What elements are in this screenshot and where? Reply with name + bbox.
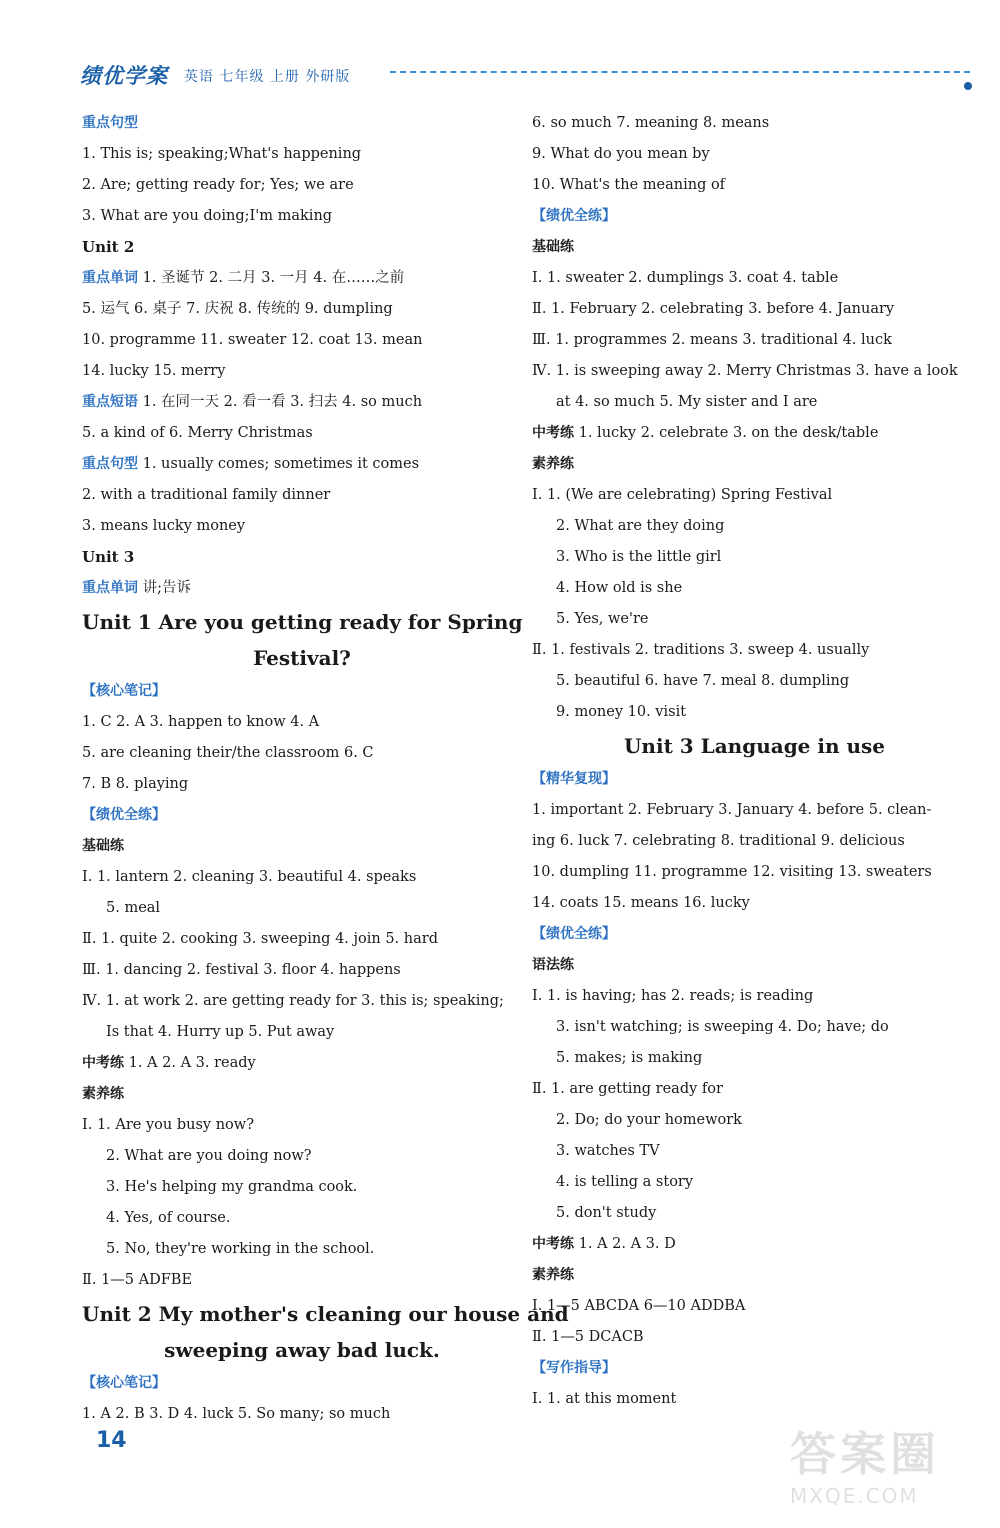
content-line — [82, 769, 522, 800]
answer-text: 5. No, they're working in the school. — [106, 1241, 375, 1257]
content-line — [532, 1136, 977, 1167]
answer-text: 9. What do you mean by — [532, 146, 710, 162]
answer-text: 5. beautiful 6. have 7. meal 8. dumpling — [556, 673, 850, 689]
answer-text: 1. important 2. February 3. January 4. before 5. clean- — [532, 802, 932, 818]
answer-text: ing 6. luck 7. celebrating 8. traditional 9. delicious — [532, 833, 905, 849]
content-line — [532, 764, 977, 795]
content-line — [82, 986, 522, 1017]
answer-text: 3. What are you doing;I'm making — [82, 208, 333, 224]
answer-text: 1. lucky 2. celebrate 3. on the desk/table — [574, 425, 879, 441]
unit-title: Unit 3 Language in use — [623, 734, 885, 758]
content-line — [82, 511, 522, 542]
content-line — [82, 924, 522, 955]
answer-text: 1. This is; speaking;What's happening — [82, 146, 362, 162]
content-line — [82, 170, 522, 201]
unit-title: Unit 1 Are you getting ready for Spring — [82, 610, 523, 634]
answer-text: 4. is telling a story — [556, 1174, 694, 1190]
answer-text: 3. isn't watching; is sweeping 4. Do; have; do — [556, 1019, 889, 1035]
answer-text: Ⅱ. 1. are getting ready for — [532, 1081, 723, 1097]
content-line — [82, 201, 522, 232]
content-line — [532, 1260, 977, 1291]
answer-text: 讲;告诉 — [138, 580, 191, 596]
answer-text: Ⅰ. 1. is having; has 2. reads; is reading — [532, 988, 814, 1004]
unit-title: sweeping away bad luck. — [164, 1338, 440, 1362]
subsection-heading: 素养练 — [532, 1267, 574, 1283]
answer-text: 1. 在同一天 2. 看一看 3. 扫去 4. so much — [138, 394, 423, 410]
content-line — [532, 232, 977, 263]
answer-text: 9. money 10. visit — [556, 704, 687, 720]
watermark-logo — [790, 1418, 980, 1518]
content-line — [532, 919, 977, 950]
answer-text: 10. programme 11. sweater 12. coat 13. mean — [82, 332, 423, 348]
content-line — [82, 1332, 522, 1368]
content-line — [532, 480, 977, 511]
content-line — [82, 738, 522, 769]
content-line — [82, 325, 522, 356]
content-line — [532, 1384, 977, 1415]
content-line — [82, 640, 522, 676]
answer-text: 2. Do; do your homework — [556, 1112, 742, 1128]
content-line — [532, 950, 977, 981]
content-line — [532, 635, 977, 666]
answer-text: 1. A 2. A 3. ready — [124, 1055, 256, 1071]
answer-text: Ⅳ. 1. at work 2. are getting ready for 3. this is; speaking; — [82, 993, 504, 1009]
section-tag: 中考练 — [532, 1236, 574, 1252]
section-tag: 重点短语 — [82, 394, 138, 410]
page-header — [80, 58, 970, 92]
header-dashed-rule — [390, 71, 970, 73]
content-line — [532, 1198, 977, 1229]
content-line — [532, 1353, 977, 1384]
section-heading: 【写作指导】 — [532, 1360, 616, 1376]
content-line — [82, 1399, 522, 1430]
subsection-heading: 语法练 — [532, 957, 574, 973]
answer-text: Ⅰ. 1. at this moment — [532, 1391, 677, 1407]
answer-line — [82, 263, 522, 294]
section-tag: 重点句型 — [82, 456, 138, 472]
answer-text: 1. 圣诞节 2. 二月 3. 一月 4. 在……之前 — [138, 270, 405, 286]
answer-line — [532, 1229, 977, 1260]
content-line — [82, 676, 522, 707]
answer-text: 2. What are you doing now? — [106, 1148, 312, 1164]
content-line — [82, 356, 522, 387]
answer-line — [532, 418, 977, 449]
content-line — [82, 707, 522, 738]
answer-line — [82, 1048, 522, 1079]
unit-label: Unit 3 — [82, 548, 135, 566]
content-line — [82, 232, 522, 263]
answer-text: 3. watches TV — [556, 1143, 660, 1159]
answer-text: 10. What's the meaning of — [532, 177, 726, 193]
unit-label: Unit 2 — [82, 238, 135, 256]
answer-text: Ⅱ. 1. February 2. celebrating 3. before 4. January — [532, 301, 895, 317]
content-line — [532, 170, 977, 201]
content-line — [82, 480, 522, 511]
answer-text: 7. B 8. playing — [82, 776, 189, 792]
subsection-heading: 素养练 — [532, 456, 574, 472]
brand-title: 绩优学案 — [80, 64, 168, 88]
answer-text: Ⅰ. 1—5 ABCDA 6—10 ADDBA — [532, 1298, 746, 1314]
answer-text: Ⅰ. 1. sweater 2. dumplings 3. coat 4. table — [532, 270, 839, 286]
content-line — [82, 800, 522, 831]
content-line — [82, 542, 522, 573]
answer-text: Ⅱ. 1. quite 2. cooking 3. sweeping 4. join 5. hard — [82, 931, 438, 947]
content-line — [82, 955, 522, 986]
content-line — [82, 139, 522, 170]
content-line — [82, 1296, 569, 1332]
content-line — [82, 1079, 522, 1110]
section-heading: 【绩优全练】 — [532, 208, 616, 224]
unit-title: Festival? — [253, 646, 351, 670]
content-line — [82, 893, 522, 924]
section-tag: 重点单词 — [82, 270, 138, 286]
answer-text: 2. What are they doing — [556, 518, 725, 534]
answer-text: 5. Yes, we're — [556, 611, 649, 627]
answer-text: 1. A 2. A 3. D — [574, 1236, 676, 1252]
unit-title: Unit 2 My mother's cleaning our house and — [82, 1302, 569, 1326]
content-line — [82, 1234, 522, 1265]
content-line — [532, 108, 977, 139]
answer-text: Ⅲ. 1. dancing 2. festival 3. floor 4. happens — [82, 962, 401, 978]
answer-text: Ⅰ. 1. (We are celebrating) Spring Festival — [532, 487, 833, 503]
section-heading: 【绩优全练】 — [532, 926, 616, 942]
content-line — [82, 418, 522, 449]
page-number: 14 — [96, 1428, 127, 1453]
answer-text: 4. How old is she — [556, 580, 683, 596]
content-line — [82, 862, 522, 893]
rule-end-dot — [964, 82, 972, 90]
content-line — [532, 604, 977, 635]
section-heading: 【核心笔记】 — [82, 683, 166, 699]
content-line — [532, 826, 977, 857]
book-subtitle: 英语 七年级 上册 外研版 — [184, 69, 351, 85]
content-line — [532, 139, 977, 170]
content-line — [532, 1074, 977, 1105]
answer-text: Ⅰ. 1. Are you busy now? — [82, 1117, 254, 1133]
content-line — [532, 542, 977, 573]
answer-text: 1. usually comes; sometimes it comes — [138, 456, 420, 472]
content-line — [532, 1291, 977, 1322]
section-heading: 【绩优全练】 — [82, 807, 166, 823]
answer-text: 2. with a traditional family dinner — [82, 487, 331, 503]
content-line — [82, 108, 522, 139]
content-line — [532, 728, 977, 764]
answer-text: Ⅱ. 1—5 ADFBE — [82, 1272, 193, 1288]
content-line — [82, 1368, 522, 1399]
answer-text: Ⅲ. 1. programmes 2. means 3. traditional 4. luck — [532, 332, 892, 348]
content-line — [532, 1322, 977, 1353]
content-line — [532, 325, 977, 356]
content-line — [82, 1203, 522, 1234]
answer-text: Ⅰ. 1. lantern 2. cleaning 3. beautiful 4. speaks — [82, 869, 417, 885]
content-line — [532, 449, 977, 480]
answer-text: 14. coats 15. means 16. lucky — [532, 895, 750, 911]
answer-text: 1. A 2. B 3. D 4. luck 5. So many; so much — [82, 1406, 391, 1422]
answer-text: 6. so much 7. meaning 8. means — [532, 115, 770, 131]
answer-text: 5. 运气 6. 桌子 7. 庆祝 8. 传统的 9. dumpling — [82, 301, 393, 317]
section-tag: 中考练 — [82, 1055, 124, 1071]
content-line — [532, 387, 977, 418]
answer-text: 1. C 2. A 3. happen to know 4. A — [82, 714, 320, 730]
subsection-heading: 素养练 — [82, 1086, 124, 1102]
answer-text: 10. dumpling 11. programme 12. visiting 13. sweaters — [532, 864, 932, 880]
watermark-site: MXQE.COM — [790, 1484, 919, 1508]
content-line — [82, 831, 522, 862]
right-column — [532, 108, 977, 1415]
watermark-main: 答案圈 — [790, 1427, 940, 1481]
content-line — [82, 294, 522, 325]
answer-text: 5. a kind of 6. Merry Christmas — [82, 425, 313, 441]
section-heading: 【精华复现】 — [532, 771, 616, 787]
answer-text: Ⅱ. 1. festivals 2. traditions 3. sweep 4. usually — [532, 642, 870, 658]
answer-text: 3. He's helping my grandma cook. — [106, 1179, 358, 1195]
content-line — [82, 604, 522, 640]
answer-text: at 4. so much 5. My sister and I are — [556, 394, 818, 410]
content-line — [532, 1105, 977, 1136]
content-line — [532, 1167, 977, 1198]
answer-text: 3. means lucky money — [82, 518, 246, 534]
content-line — [82, 1172, 522, 1203]
content-line — [82, 1265, 522, 1296]
content-line — [532, 1012, 977, 1043]
content-line — [532, 294, 977, 325]
content-line — [532, 795, 977, 826]
section-heading: 重点句型 — [82, 115, 138, 131]
content-line — [82, 1141, 522, 1172]
content-line — [532, 263, 977, 294]
content-line — [532, 888, 977, 919]
content-line — [532, 1043, 977, 1074]
answer-text: 3. Who is the little girl — [556, 549, 722, 565]
answer-text: Is that 4. Hurry up 5. Put away — [106, 1024, 335, 1040]
content-line — [532, 573, 977, 604]
answer-text: 5. don't study — [556, 1205, 657, 1221]
content-line — [532, 201, 977, 232]
answer-text: 2. Are; getting ready for; Yes; we are — [82, 177, 354, 193]
answer-text: Ⅳ. 1. is sweeping away 2. Merry Christmas 3. have a look — [532, 363, 958, 379]
content-line — [82, 1017, 522, 1048]
subsection-heading: 基础练 — [532, 239, 574, 255]
answer-text: 5. meal — [106, 900, 161, 916]
content-line — [532, 857, 977, 888]
subsection-heading: 基础练 — [82, 838, 124, 854]
answer-text: 5. makes; is making — [556, 1050, 703, 1066]
answer-line — [82, 573, 522, 604]
content-line — [532, 981, 977, 1012]
answer-line — [82, 387, 522, 418]
answer-text: Ⅱ. 1—5 DCACB — [532, 1329, 644, 1345]
section-tag: 中考练 — [532, 425, 574, 441]
content-line — [532, 666, 977, 697]
answer-text: 14. lucky 15. merry — [82, 363, 226, 379]
content-line — [532, 697, 977, 728]
section-heading: 【核心笔记】 — [82, 1375, 166, 1391]
answer-text: 5. are cleaning their/the classroom 6. C — [82, 745, 374, 761]
answer-line — [82, 449, 522, 480]
content-line — [82, 1110, 522, 1141]
content-line — [532, 356, 977, 387]
section-tag: 重点单词 — [82, 580, 138, 596]
answer-text: 4. Yes, of course. — [106, 1210, 231, 1226]
content-line — [532, 511, 977, 542]
